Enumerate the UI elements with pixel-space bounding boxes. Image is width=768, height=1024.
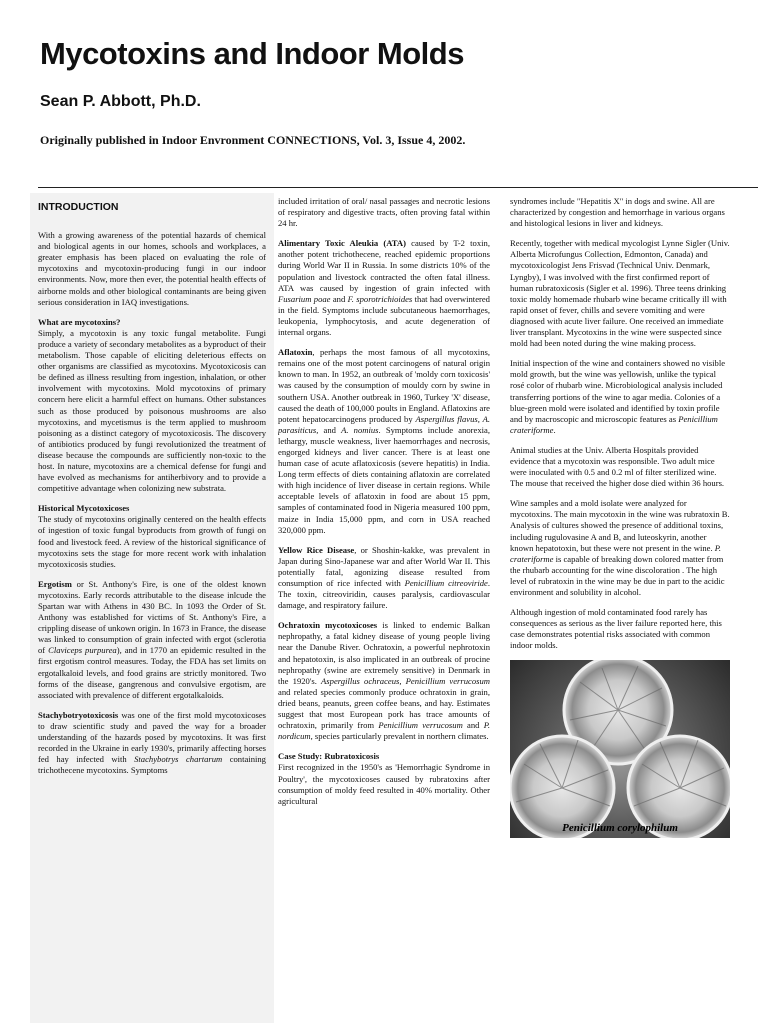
stachy-species: Stachybotrys chartarum <box>134 754 223 765</box>
section-heading-introduction: INTRODUCTION <box>38 201 119 213</box>
what-are-mycotoxins-paragraph <box>38 317 266 495</box>
column-1 <box>30 193 274 1023</box>
afla-text-a: , perhaps the most famous of all mycotoxins, remains one of the most potent carcinogens of natural origin known to man. In 1952, an outbreak of 'moldy corn toxicosis' was caused by the consumption of mouldy corn by swine in southern USA. Another outbreak in 1960, Turkey 'X' disease, caused the death of 100,000 poults in England. Aflatoxins are potent hepatocarcinogens produced by <box>278 347 490 424</box>
stachy-text-b: containing trichothecene mycotoxins. Symptoms <box>38 754 266 776</box>
yellow-text-a: , or Shoshin-kakke, was prevalent in Japan during Sino-Japanese war and after World War II. This potentially fatal, agonizing disease resulted from consumption of rice infected with <box>278 544 490 588</box>
ata-paragraph <box>278 238 490 338</box>
stachybotryotoxicosis-term: Stachybotryotoxicosis <box>38 709 119 720</box>
article-title: Mycotoxins and Indoor Molds <box>40 36 464 71</box>
publication-note: Originally published in Indoor Envronment CONNECTIONS, Vol. 3, Issue 4, 2002. <box>40 133 466 147</box>
ochra-species-1: Aspergillus ochraceus, Penicillium verrucosum <box>321 675 490 686</box>
ochra-species-2: Penicillium verrucosum <box>378 720 463 731</box>
yellow-rice-term: Yellow Rice Disease <box>278 544 355 555</box>
inspection-text-a: Initial inspection of the wine and containers showed no visible mold growth, but the wine was yellowish, unlike the typical rosé color of rhubarb wine. Microbiological analysis included transferring portions of the wine to agar media. Colonies of a blue-green mold were isolated and identified by toxin profile and by macroscopic and microscopic features as <box>510 358 726 424</box>
ochratoxin-term: Ochratoxin mycotoxicoses <box>278 620 378 631</box>
ergotism-term: Ergotism <box>38 578 72 589</box>
ochratoxin-paragraph <box>278 620 490 742</box>
afla-and: , and <box>316 424 342 435</box>
ergotism-text-a: or St. Anthony's Fire, is one of the oldest known mycotoxins. Early records attributable to the disease inlcude the Spartan war with Athens in 430 BC. In 1093 the Order of St. Anthony was established for victims of St. Anthony's Fire, a crippling disease of unkown origin. In 1673 in France, the disease was linked to consumption of grain infected with ergot (sclerotia of <box>38 578 266 656</box>
what-are-mycotoxins-heading: What are mycotoxins? <box>38 316 121 327</box>
inspection-paragraph <box>510 358 730 436</box>
wine-species: P. crateriforme <box>510 542 722 564</box>
ergotism-text-b: ), and in 1770 an epidemic resulted in the first ergotism control measures. Today, the FDA has set limits on ergotalkaloid levels, and food grains are strictly monitored. Two forms of the disease, gangrenous and convulsive ergotism, are associated with prevalence of different ergotalkaloids. <box>38 645 266 700</box>
historical-text: The study of mycotoxins originally centered on the health effects of ingestion of toxic fungal byproducts from growth of fungi on food and livestock feed. A review of the historical significance of mycotoxins sets the stage for more recent work with inhalation mycotoxicosis studies. <box>38 514 266 569</box>
aflatoxin-paragraph <box>278 347 490 536</box>
case-study-text: First recognized in the 1950's as 'Hemorrhagic Syndrome in Poultry', the mycotoxicoses caused by rubratoxins after consumption of moldy feed resulted in 40% mortality. Other agricultural <box>278 762 490 806</box>
afla-species-1: Aspergillus flavus, A. parasiticus <box>278 413 490 435</box>
ochra-text-a: is linked to endemic Balkan nephropathy, a fatal kidney disease of young people living near the Danube River. Ochratoxin, a powerful nephrotoxin and hepatotoxin, is also implicated in an outbreak of procine nephropathy (swine are extremely sensitive) in Denmark in the 1920's. <box>278 620 490 686</box>
photo-caption: Penicillium corylophilum <box>562 822 678 835</box>
recently-paragraph: Recently, together with medical mycologist Lynne Sigler (Univ. Alberta Microfungus Collection, Edmonton, Canada) and mycotoxicologist Jens Frisvad (Technical Univ. Denmark, Lyngby), I was involved with the first confirmed report of human rubratoxicosis (Sigler et al. 1996). Three teens drinking toxic moldy homemade rhubarb wine became critically ill with rapid onset of fever, chills and severe vomiting and were diagnosed with acute liver failure. One received an immediate liver transplant. Mycotoxins in the wine were suspected since mold had been noted during the wine making process. <box>510 238 730 349</box>
yellow-species: Penicillium citreoviride <box>404 578 488 588</box>
wine-samples-paragraph <box>510 498 730 598</box>
intro-paragraph: With a growing awareness of the potential hazards of chemical and biological agents in our homes, schools and workplaces, a greater emphasis has been placed on evaluating the role of mycotoxins and mycotoxin-producing fungi in our indoor environments. Now, more then ever, the potential health effects of airborne molds and other biological contaminants are being given serious consideration in IAQ investigations. <box>38 230 266 307</box>
continued-paragraph-3: syndromes include "Hepatitis X" in dogs and swine. All are characterized by congestion and hemorrhage in various organs and histological lesions in liver and kidneys. <box>510 196 725 229</box>
historical-heading: Historical Mycotoxicoses <box>38 503 130 514</box>
column-2 <box>278 196 490 1024</box>
inspection-text-b: . <box>553 424 556 435</box>
stachybotryotoxicosis-paragraph <box>38 710 266 777</box>
afla-text-b: . Symptoms include anorexia, lethargy, muscle weakness, liver haemorrhages and necrosis, engorged kidneys and liver cancer. There is at least one human case of acute aflatoxicosis (severe hepatitis) in India. Long term effects of diets containing aflatoxin are correlated with high incidence of liver disease in certain regions. While acceptable levels of aflatoxin in food are about 15 ppm, samples of contaminated food in Nigeria measured 100 ppm, maize in India 15,000 ppm, and corn in USA reached 320,000 ppm. <box>278 424 490 535</box>
ochra-text-c: , species particularly prevalent in northern climates. <box>310 731 489 742</box>
afla-species-2: A. nomius <box>341 424 379 435</box>
yellow-text-b: . The toxin, citreoviridin, causes paralysis, cardiovascular damage, and respiratory failure. <box>278 578 490 611</box>
ata-text-a: caused by T-2 toxin, another potent trichothecene, reached epidemic proportions during World War II in Russia. In some districts 10% of the population and livestock contracted the often fatal illness. ATA was caused by ingestion of grain infected with <box>278 238 490 293</box>
ata-term: Alimentary Toxic Aleukia (ATA) <box>278 238 406 249</box>
what-are-mycotoxins-text: Simply, a mycotoxin is any toxic fungal metabolite. Fungi produce a variety of secondary metabolites as a byproduct of their metabolism. Those capable of eliciting deleterious effects on other organisms are classified as mycotoxins. Mycotoxicosis can be defined as illness resulting from ingestion, inhalation, or other involvement with mycotoxins. Mold mycotoxins of primary concern here elicit a harmful effect on humans. Other substances such as those produced by poisonous mushrooms are also mycotoxins, and mycetismus is the term applied to mushroom poisoning as a distinct category of mycotoxicosis. The discovery of antibiotics produced by fungi revolutionized the treatment of disease because the compounds are sufficiently non-toxic to the host. In nature, mycotoxins are a chemical defense for fungi and have evolved as mechanisms for antiherbivory and to provide a competitive advantage when colonizing new substrata. <box>38 327 266 494</box>
historical-paragraph <box>38 503 266 570</box>
wine-text-b: is capable of breaking down colored matter from the rhubarb accounting for the wine discoloration . The high level of rubratoxin in the wine may be due in part to the acidic environment and solubility in alcohol. <box>510 553 725 597</box>
ata-species-2: F. sporotrichioides <box>347 293 413 304</box>
ata-species-1: Fusarium poae <box>278 293 331 304</box>
ochra-text-b: and related species commonly produce ochratoxin in grain, dried beans, peanuts, green coffee beans, and hay. Estimates suggest that most European pork has trace amounts of ochratoxin, primarily from <box>278 686 490 731</box>
ergotism-species: Claviceps purpurea <box>48 645 117 656</box>
header-rule <box>38 187 758 188</box>
culture-dishes-illustration <box>510 660 730 838</box>
yellow-rice-paragraph <box>278 545 490 612</box>
column-3 <box>510 196 730 1024</box>
wine-text-a: Wine samples and a mold isolate were analyzed for mycotoxins. The main mycotoxin in the wine was rubratoxin B. Analysis of cultures showed the presence of additional toxins, including rugulovasine A and B, and luteoskyrin, another known hepatotoxin, but these were not present in the wine. <box>510 498 730 553</box>
inspection-species: Penicillium crateriforme <box>510 413 718 435</box>
aflatoxin-term: Aflatoxin <box>278 347 313 358</box>
continued-paragraph: included irritation of oral/ nasal passages and necrotic lesions of respiratory and digestive tracts, often proving fatal within 24 hr. <box>278 196 490 229</box>
author-name: Sean P. Abbott, Ph.D. <box>40 93 201 110</box>
animal-studies-paragraph: Animal studies at the Univ. Alberta Hospitals provided evidence that a mycotoxin was responsible. Two adult mice were inoculated with 0.5 and 0.2 ml of filter sterilized wine. The mouse that received the higher dose died within 36 hours. <box>510 444 725 489</box>
case-study-heading: Case Study: Rubratoxicosis <box>278 751 380 762</box>
ochra-species-3: P. nordicum <box>278 720 490 742</box>
case-study-paragraph <box>278 751 490 806</box>
stachy-text-a: was one of the first mold mycotoxicoses to draw scientific study and paved the way for a broader understanding of the hazards posed by mycotoxins. It was first recorded in the Ukraine in early 1930's, primarily affecting horses fed hay infected with <box>38 709 266 765</box>
ata-and: and <box>330 293 348 304</box>
conclusion-paragraph: Although ingestion of mold contaminated food rarely has consequences as serious as the liver failure reported here, this case demonstrates potential risks associated with common indoor molds. <box>510 607 722 651</box>
ata-text-b: that had overwintered in the field. Symptoms include subcutaneous haemorrhages, leukopenia, lymphocytosis, and acute degeneration of internal organs. <box>278 293 490 338</box>
mold-culture-photo <box>510 660 730 838</box>
ochra-and: and <box>462 720 484 731</box>
ergotism-paragraph <box>38 579 266 701</box>
